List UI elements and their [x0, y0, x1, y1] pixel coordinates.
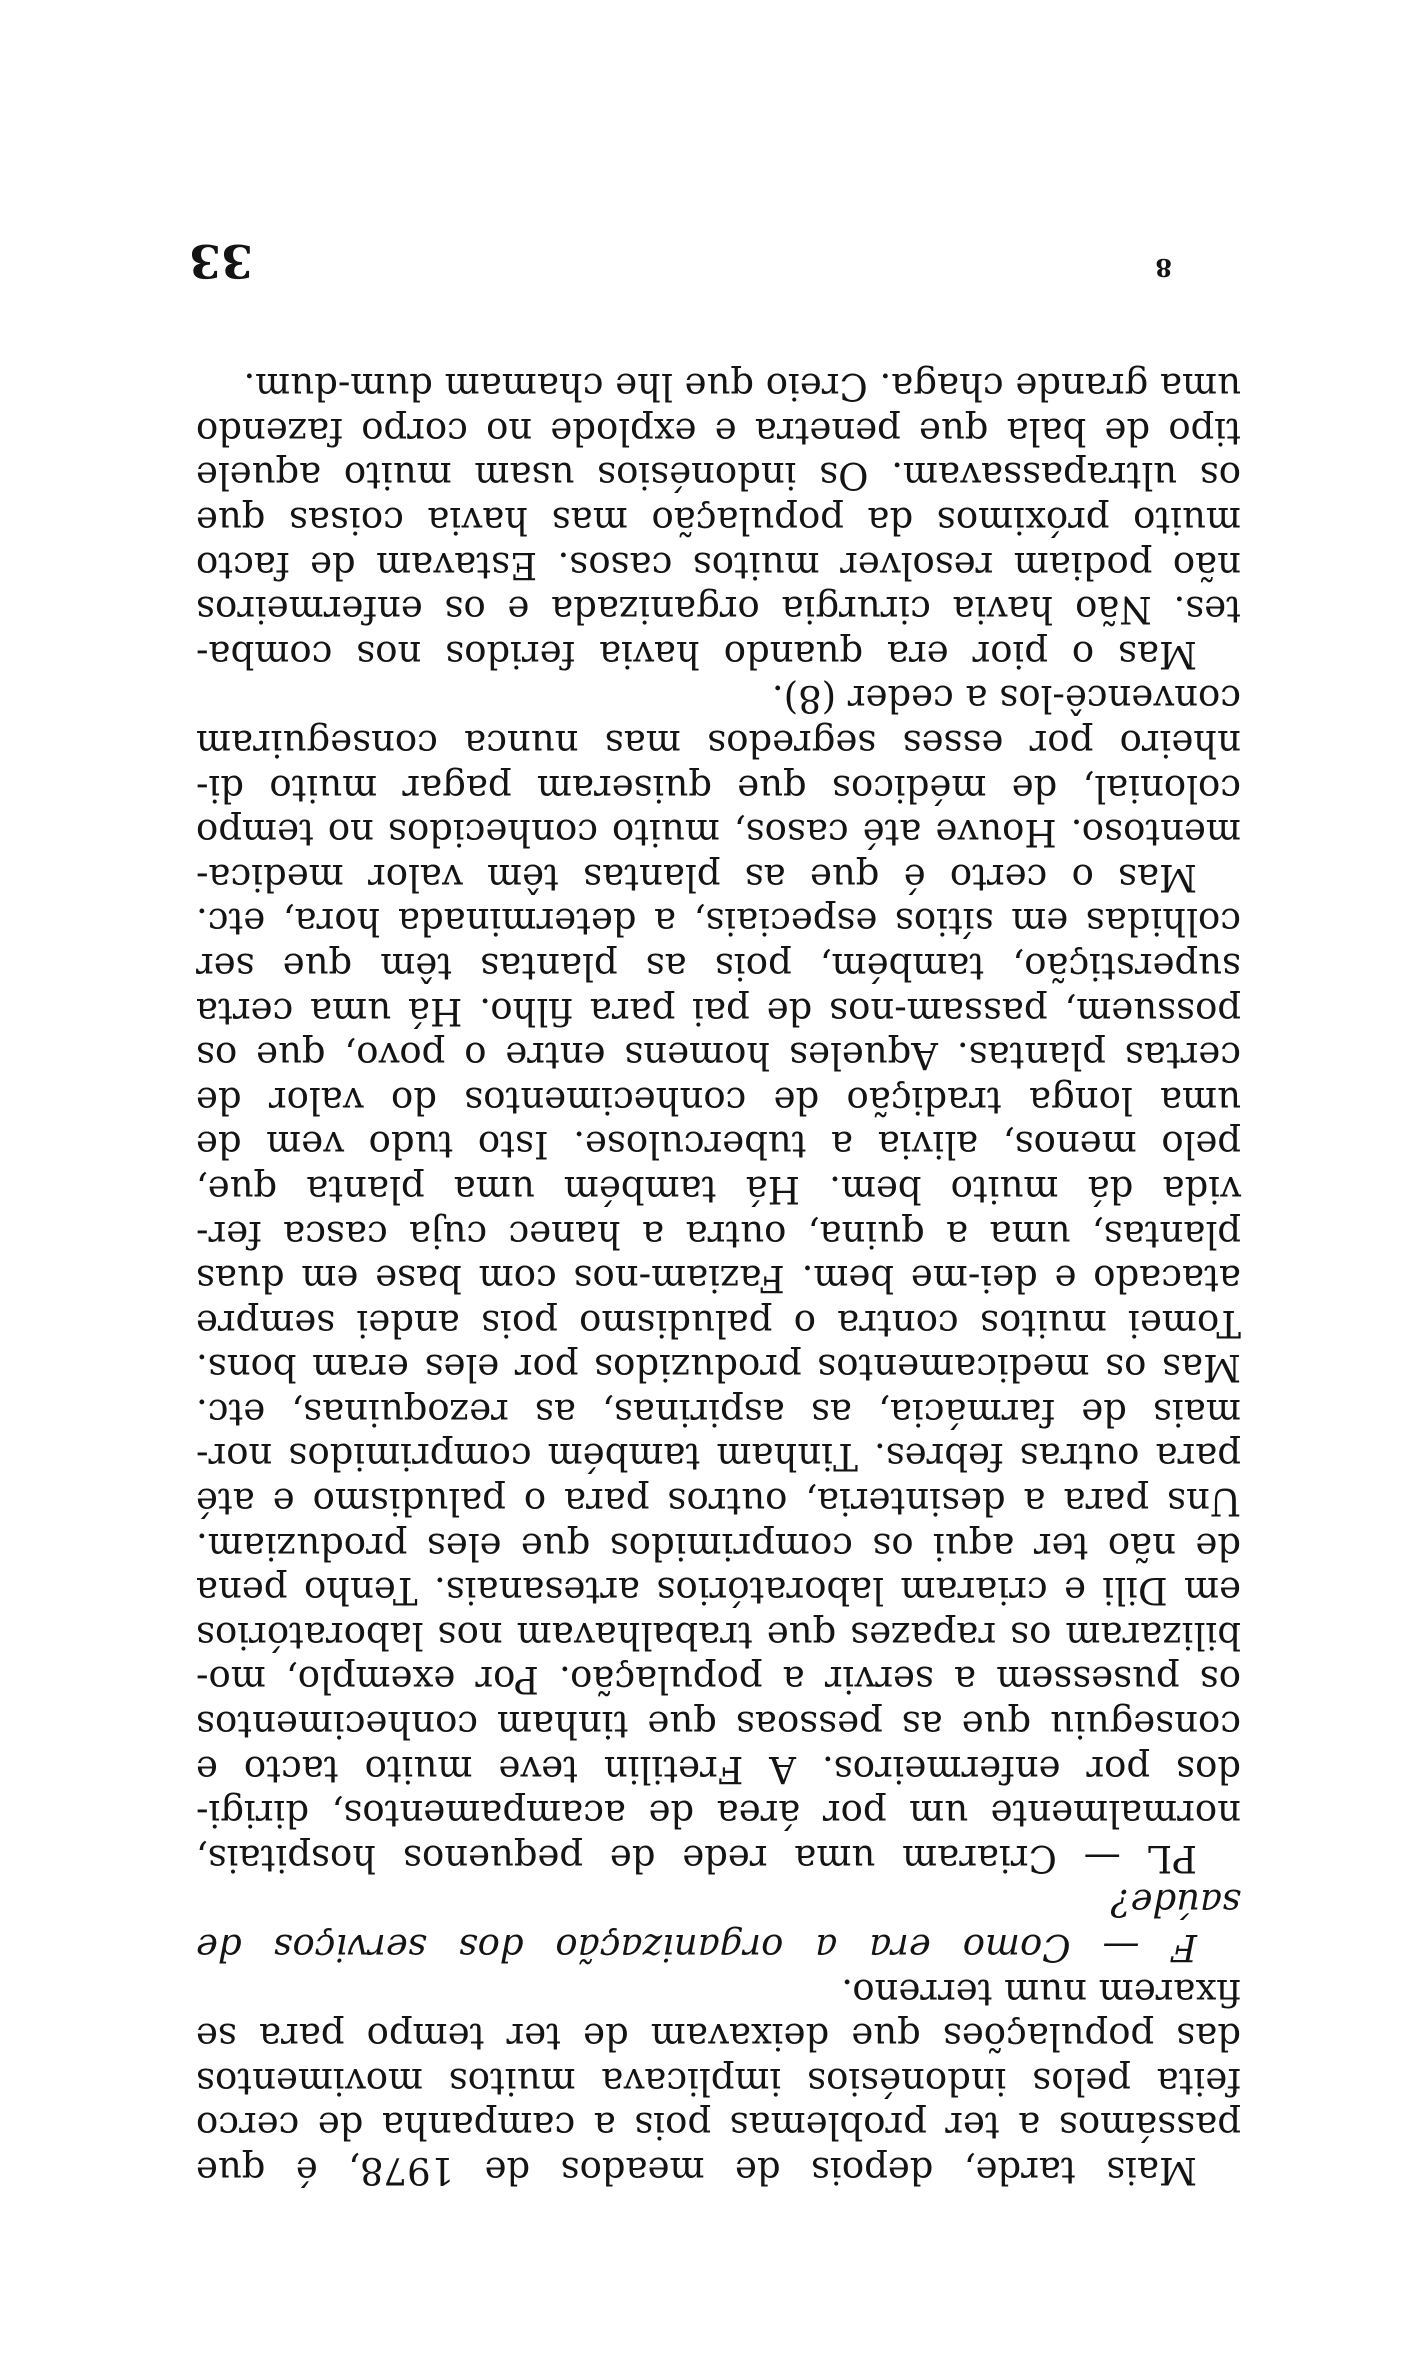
text-line: dos por enfermeiros. A Fretilin teve muito tacto e: [196, 1747, 1241, 1791]
page-number: 33: [188, 234, 253, 288]
text-line: superstição, também, pois as plantas têm que ser: [196, 944, 1241, 988]
text-line: nheiro por esses segredos mas nunca conseguiram: [196, 722, 1241, 765]
text-line: muito próximos da população mas havia coisas que: [196, 499, 1241, 543]
text-line: em Dili e criaram laboratórios artesanais. Tenho pena: [196, 1569, 1241, 1613]
text-line: passámos a ter problemas pois a campanha de cerco: [196, 2104, 1241, 2148]
text-line: vida dá muito bem. Há também uma planta que,: [196, 1167, 1241, 1211]
text-line: para outras febres. Tinham também comprimidos nor-: [196, 1435, 1241, 1479]
text-line: os ultrapassavam. Os indonésios usam muito aquele: [196, 454, 1241, 498]
text-line: os pusessem a servir a população. Por exemplo, mo-: [196, 1658, 1241, 1702]
text-line: das populações que deixavam de ter tempo para se: [196, 2015, 1241, 2059]
text-line: plantas, uma a quina, outra a hanec cuja casca fer-: [196, 1212, 1241, 1256]
text-line: F — Como era a organização dos serviços de: [196, 1926, 1197, 1970]
text-line: Mas os medicamentos produzidos por eles eram bons.: [196, 1346, 1241, 1390]
text-line: uma longa tradição de conhecimentos do valor de: [196, 1078, 1241, 1122]
text-line: não podiam resolver muitos casos. Estavam de facto: [196, 543, 1241, 587]
text-line: Mais tarde, depois de meados de 1978, é que: [196, 2149, 1197, 2192]
text-line: saúde?: [1110, 1881, 1241, 1925]
body-text: [196, 364, 1241, 2192]
text-line: mais de farmácia, as aspirinas, as rezoquinas, etc.: [196, 1390, 1241, 1434]
text-line: bilizaram os rapazes que trabalhavam nos laboratórios: [196, 1613, 1241, 1657]
text-line: Tomei muitos contra o paludismo pois andei sempre: [196, 1301, 1241, 1345]
text-line: PL — Criaram uma rede de pequenos hospitais,: [196, 1836, 1197, 1880]
text-line: tipo de bala que penetra e explode no corpo fazendo: [196, 409, 1241, 453]
text-line: tes. Não havia cirurgia organizada e os enfermeiros: [196, 588, 1241, 632]
text-line: fixarem num terreno.: [841, 1970, 1241, 2014]
signature-mark: 8: [1155, 253, 1172, 282]
text-line: Uns para a desinteria, outros para o paludismo e até: [196, 1480, 1241, 1524]
text-line: conseguiu que as pessoas que tinham conhecimentos: [196, 1703, 1241, 1747]
text-line: uma grande chaga. Creio que lhe chamam dum-dum.: [243, 365, 1241, 409]
text-line: colonial, de médicos que quiseram pagar muito di-: [196, 766, 1241, 810]
text-line: Mas o pior era quando havia feridos nos comba-: [196, 632, 1197, 676]
text-line: pelo menos, alivia a tuberculose. Isto tudo vem de: [196, 1123, 1241, 1167]
text-line: colhidas em sítios especiais, a determinada hora, etc.: [196, 900, 1241, 944]
text-line: convencê-los a ceder (8).: [771, 677, 1241, 721]
text-line: mentoso. Houve até casos, muito conhecidos no tempo: [196, 811, 1241, 855]
text-line: de não ter aqui os comprimidos que eles produziam.: [196, 1524, 1241, 1568]
text-line: atacado e dei-me bem. Faziam-nos com base em duas: [196, 1257, 1241, 1301]
text-line: Mas o certo é que as plantas têm valor medica-: [196, 855, 1197, 899]
text-line: possuem, passam-nos de pai para filho. Há uma certa: [196, 989, 1241, 1033]
text-line: feita pelos indonésios implicava muitos movimentos: [196, 2059, 1241, 2103]
text-line: certas plantas. Aqueles homens entre o povo, que os: [196, 1034, 1241, 1078]
text-line: normalmente um por área de acampamentos, dirigi-: [196, 1792, 1241, 1836]
